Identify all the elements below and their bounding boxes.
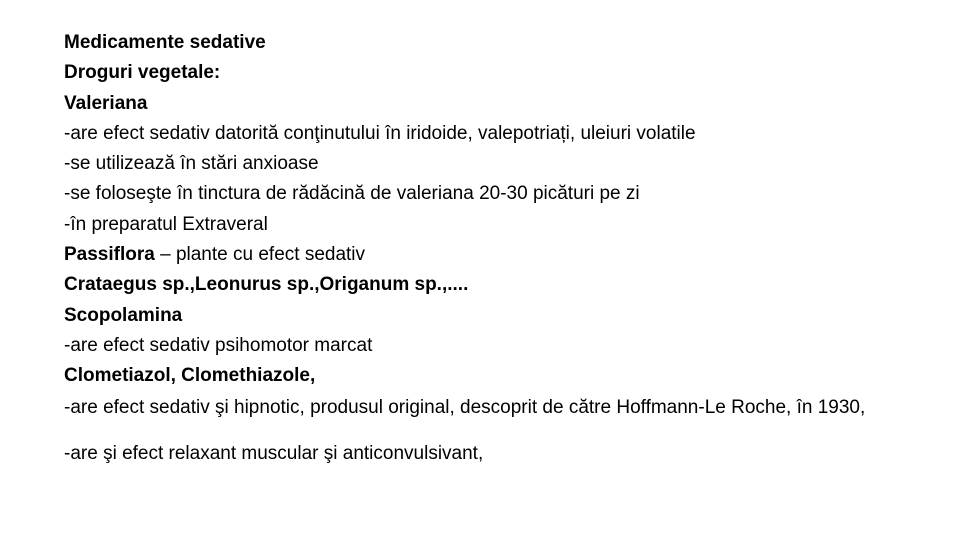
text-line-extraveral: -în preparatul Extraveral <box>64 213 268 235</box>
passiflora-description: – plante cu efect sedativ <box>154 244 366 266</box>
heading-clometiazol: Clometiazol, Clomethiazole, <box>64 365 316 387</box>
text-line-valeriana-effect: -are efect sedativ datorită conţinutului în iridoide, valepotriați, uleiuri volatile <box>64 122 696 144</box>
heading-scopolamina: Scopolamina <box>64 304 183 326</box>
text-line-valeriana-use: -se utilizează în stări anxioase <box>64 153 319 175</box>
heading-other-plants: Crataegus sp.,Leonurus sp.,Origanum sp.,.... <box>64 274 469 296</box>
text-line-clometiazol-effect: -are efect sedativ şi hipnotic, produsul original, descoprit de către Hoffmann-Le Roche, în 1930, <box>64 396 866 418</box>
text-line-scopolamina-effect: -are efect sedativ psihomotor marcat <box>64 334 373 356</box>
heading-medicamente-sedative: Medicamente sedative <box>64 32 266 53</box>
text-line-clometiazol-relaxant: -are şi efect relaxant muscular şi anticonvulsivant, <box>64 442 484 464</box>
text-line-passiflora <box>64 240 924 270</box>
text-line-valeriana-dose: -se foloseşte în tinctura de rădăcină de valeriana 20-30 picături pe zi <box>64 183 640 205</box>
heading-valeriana: Valeriana <box>64 92 148 114</box>
slide-body <box>64 28 924 469</box>
heading-passiflora: Passiflora <box>64 244 155 266</box>
subheading-droguri-vegetale: Droguri vegetale: <box>64 62 221 84</box>
